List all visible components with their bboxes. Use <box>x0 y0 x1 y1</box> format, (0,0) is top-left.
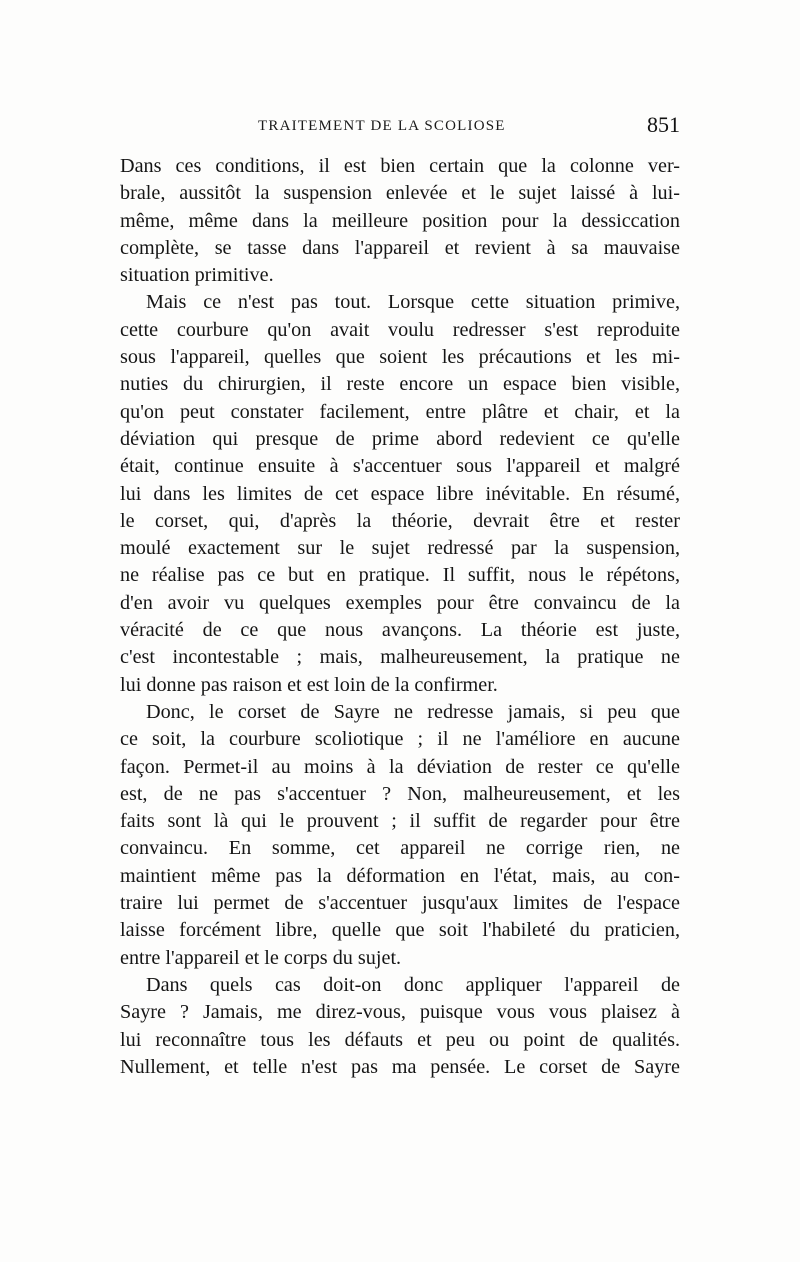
text-line: convaincu. En somme, cet appareil ne corrige rien, ne <box>120 837 680 860</box>
text-line: Donc, le corset de Sayre ne redresse jamais, si peu que <box>146 700 680 723</box>
paragraph-3 <box>120 699 680 972</box>
text-line: entre l'appareil et le corps du sujet. <box>120 946 402 969</box>
page-header <box>118 112 682 142</box>
text-line: lui reconnaître tous les défauts et peu ou point de qualités. <box>120 1028 680 1051</box>
text-line: Dans quels cas doit-on donc appliquer l'appareil de <box>146 973 680 996</box>
paragraph-2 <box>120 289 680 698</box>
text-line: qu'on peut constater facilement, entre plâtre et chair, et la <box>120 400 680 423</box>
text-line: maintient même pas la déformation en l'état, mais, au con- <box>120 864 680 887</box>
text-line: c'est incontestable ; mais, malheureusement, la pratique ne <box>120 646 680 669</box>
text-line: complète, se tasse dans l'appareil et revient à sa mauvaise <box>120 236 680 259</box>
text-line: était, continue ensuite à s'accentuer sous l'appareil et malgré <box>120 455 680 478</box>
text-line: ce soit, la courbure scoliotique ; il ne l'améliore en aucune <box>120 728 680 751</box>
text-line: déviation qui presque de prime abord redevient ce qu'elle <box>120 427 680 450</box>
body-text <box>120 153 680 1081</box>
text-line: d'en avoir vu quelques exemples pour être convaincu de la <box>120 591 680 614</box>
text-line: brale, aussitôt la suspension enlevée et le sujet laissé à lui- <box>120 182 680 205</box>
text-line: situation primitive. <box>120 264 274 287</box>
text-line: façon. Permet-il au moins à la déviation de rester ce qu'elle <box>120 755 680 778</box>
text-line: même, même dans la meilleure position pour la dessiccation <box>120 209 680 232</box>
paragraph-1 <box>120 153 680 289</box>
text-line: lui donne pas raison et est loin de la confirmer. <box>120 673 498 696</box>
text-line: sous l'appareil, quelles que soient les précautions et les mi- <box>120 346 680 369</box>
text-line: véracité de ce que nous avançons. La théorie est juste, <box>120 619 680 642</box>
text-line: faits sont là qui le prouvent ; il suffit de regarder pour être <box>120 810 680 833</box>
text-line: nuties du chirurgien, il reste encore un espace bien visible, <box>120 373 680 396</box>
text-line: moulé exactement sur le sujet redressé par la suspension, <box>120 537 680 560</box>
text-line: lui dans les limites de cet espace libre inévitable. En résumé, <box>120 482 680 505</box>
text-line: Mais ce n'est pas tout. Lorsque cette situation primive, <box>146 291 680 314</box>
running-title: TRAITEMENT DE LA SCOLIOSE <box>258 118 506 134</box>
text-line: laisse forcément libre, quelle que soit l'habileté du praticien, <box>120 919 680 942</box>
text-line: ne réalise pas ce but en pratique. Il suffit, nous le répétons, <box>120 564 680 587</box>
text-line: Sayre ? Jamais, me direz-vous, puisque vous vous plaisez à <box>120 1001 680 1024</box>
text-line: Nullement, et telle n'est pas ma pensée. Le corset de Sayre <box>120 1055 680 1078</box>
text-line: est, de ne pas s'accentuer ? Non, malheureusement, et les <box>120 782 680 805</box>
page-number: 851 <box>647 112 680 137</box>
text-line: cette courbure qu'on avait voulu redresser s'est reproduite <box>120 318 680 341</box>
paragraph-4 <box>120 972 680 1081</box>
text-line: Dans ces conditions, il est bien certain que la colonne ver- <box>120 155 680 177</box>
text-line: le corset, qui, d'après la théorie, devrait être et rester <box>120 509 680 532</box>
text-line: traire lui permet de s'accentuer jusqu'aux limites de l'espace <box>120 892 680 915</box>
